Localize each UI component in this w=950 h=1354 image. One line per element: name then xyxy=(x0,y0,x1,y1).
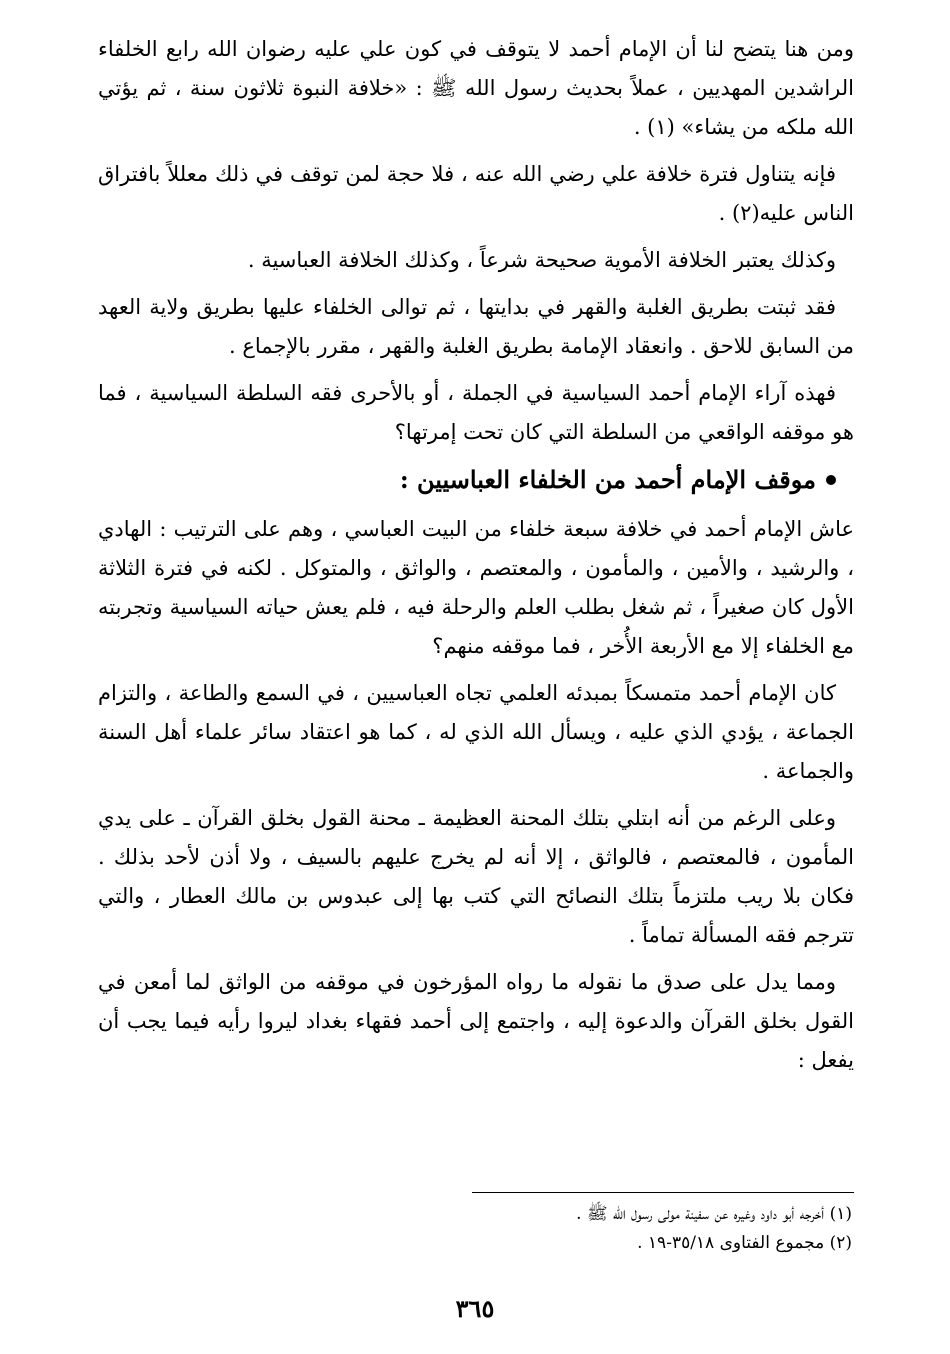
main-text xyxy=(98,30,854,1080)
page-number: ٣٦٥ xyxy=(455,1294,495,1323)
section-paragraph-4: ومما يدل على صدق ما نقوله ما رواه المؤرخون في موقفه من الواثق لما أمعن في القول بخلق القرآن والدعوة إليه ، واجتمع إلى أحمد فقهاء بغداد ليروا رأيه فيما يجب أن يفعل : xyxy=(98,970,854,1072)
paragraph-5: فهذه آراء الإمام أحمد السياسية في الجملة ، أو بالأحرى فقه السلطة السياسية ، فما هو موقفه الواقعي من السلطة التي كان تحت إمرتها؟ xyxy=(98,381,854,444)
paragraph-3: وكذلك يعتبر الخلافة الأموية صحيحة شرعاً ، وكذلك الخلافة العباسية . xyxy=(247,248,836,272)
section-paragraph-3: وعلى الرغم من أنه ابتلي بتلك المحنة العظيمة ـ محنة القول بخلق القرآن ـ على يدي المأمون ، فالمعتصم ، فالواثق ، إلا أنه لم يخرج عليهم بالسيف ، ولا أذن لأحد بذلك . فكان بلا ريب ملتزماً بتلك النصائح التي كتب بها إلى عبدوس بن مالك العطار ، والتي تترجم فقه المسألة تماماً . xyxy=(98,806,854,947)
bullet-icon xyxy=(826,475,836,485)
footnote-1: (١) أخرجه أبو داود وغيره عن سفينة مولى رسول الله ﷺ . xyxy=(576,1204,852,1224)
paragraph-4: فقد ثبتت بطريق الغلبة والقهر في بدايتها ، ثم توالى الخلفاء عليها بطريق ولاية العهد من السابق للاحق . وانعقاد الإمامة بطريق الغلبة والقهر ، مقرر بالإجماع . xyxy=(98,295,854,358)
section-heading xyxy=(98,460,836,500)
section-paragraph-2: كان الإمام أحمد متمسكاً بمبدئه العلمي تجاه العباسيين ، في السمع والطاعة ، والتزام الجماعة ، يؤدي الذي عليه ، ويسأل الله الذي له ، كما هو اعتقاد سائر علماء أهل السنة والجماعة . xyxy=(98,681,854,783)
footnote-divider xyxy=(472,1192,854,1193)
section-paragraph-1: عاش الإمام أحمد في خلافة سبعة خلفاء من البيت العباسي ، وهم على الترتيب : الهادي ، والرشيد ، والأمين ، والمأمون ، والمعتصم ، والواثق ، والمتوكل . لكنه في فترة الثلاثة الأول كان صغيراً ، ثم شغل بطلب العلم والرحلة فيه ، فلم يعش حياته السياسية وتجربته مع الخلفاء إلا مع الأربعة الأُخر ، فما موقفه منهم؟ xyxy=(98,517,854,658)
footnote-2: (٢) مجموع الفتاوى ٣٥/١٨-١٩ . xyxy=(637,1233,852,1253)
paragraph-2: فإنه يتناول فترة خلافة علي رضي الله عنه ، فلا حجة لمن توقف في ذلك معللاً بافتراق الناس عليه(٢) . xyxy=(98,162,854,225)
section-heading-text: موقف الإمام أحمد من الخلفاء العباسيين : xyxy=(399,465,816,494)
paragraph-1: ومن هنا يتضح لنا أن الإمام أحمد لا يتوقف في كون علي عليه رضوان الله رابع الخلفاء الراشدين المهديين ، عملاً بحديث رسول الله ﷺ : «خلافة النبوة ثلاثون سنة ، ثم يؤتي الله ملكه من يشاء» (١) . xyxy=(98,37,854,139)
footnotes xyxy=(98,1200,852,1258)
